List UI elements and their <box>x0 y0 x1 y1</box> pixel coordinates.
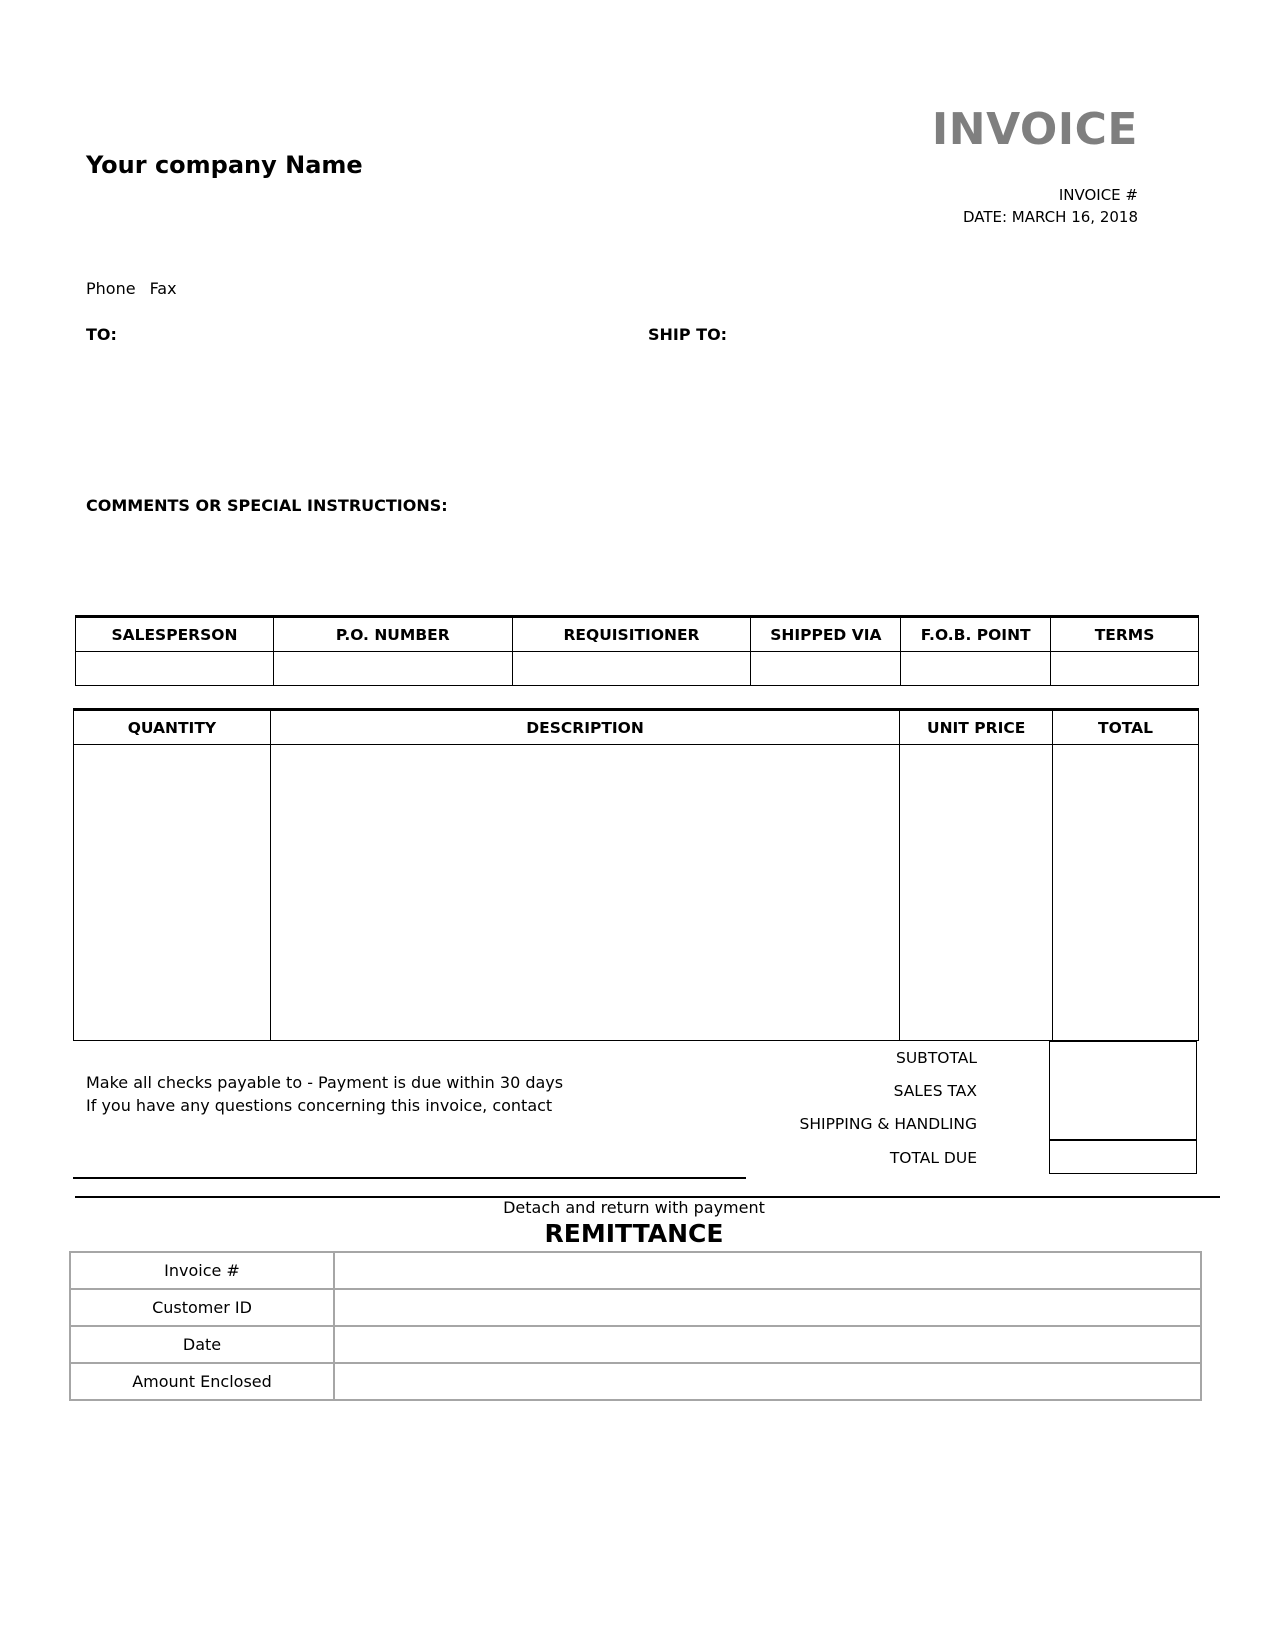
remittance-row <box>70 1289 1201 1326</box>
remittance-label: Amount Enclosed <box>70 1363 334 1400</box>
requisitioner-cell[interactable] <box>512 652 751 686</box>
unit-price-cell[interactable] <box>900 745 1053 1041</box>
summary-values-box[interactable] <box>1049 1041 1197 1141</box>
invoice-date: DATE: MARCH 16, 2018 <box>962 208 1138 226</box>
company-name: Your company Name <box>86 151 363 179</box>
comments-label: COMMENTS OR SPECIAL INSTRUCTIONS: <box>86 496 448 515</box>
signature-line <box>73 1177 746 1179</box>
invoice-title: INVOICE <box>931 104 1138 155</box>
po-number-cell[interactable] <box>273 652 512 686</box>
subtotal-label: SUBTOTAL <box>896 1049 977 1067</box>
total-due-label: TOTAL DUE <box>889 1149 977 1167</box>
order-info-header-row <box>76 617 1199 652</box>
items-header-row <box>74 710 1199 745</box>
sales-tax-label: SALES TAX <box>893 1082 977 1100</box>
invoice-number-label: INVOICE # <box>1058 186 1138 204</box>
items-table <box>73 708 1199 1041</box>
remittance-value[interactable] <box>334 1289 1201 1326</box>
payment-note: Make all checks payable to - Payment is due within 30 days <box>86 1073 564 1092</box>
shipped-via-cell[interactable] <box>751 652 901 686</box>
fax-label: Fax <box>149 279 177 298</box>
ship-to-label: SHIP TO: <box>648 325 728 344</box>
remittance-label: Date <box>70 1326 334 1363</box>
remittance-value[interactable] <box>334 1326 1201 1363</box>
total-cell[interactable] <box>1053 745 1199 1041</box>
remittance-value[interactable] <box>334 1363 1201 1400</box>
phone-label: Phone <box>86 279 136 298</box>
column-header: TOTAL <box>1053 710 1199 745</box>
items-body-row <box>74 745 1199 1041</box>
remittance-row <box>70 1363 1201 1400</box>
salesperson-cell[interactable] <box>76 652 274 686</box>
column-header: DESCRIPTION <box>270 710 899 745</box>
column-header: TERMS <box>1051 617 1199 652</box>
remittance-label: Invoice # <box>70 1252 334 1289</box>
description-cell[interactable] <box>270 745 899 1041</box>
column-header: F.O.B. POINT <box>901 617 1051 652</box>
quantity-cell[interactable] <box>74 745 271 1041</box>
order-info-table <box>75 615 1199 686</box>
remittance-table <box>69 1251 1202 1401</box>
fob-point-cell[interactable] <box>901 652 1051 686</box>
remittance-label: Customer ID <box>70 1289 334 1326</box>
column-header: SALESPERSON <box>76 617 274 652</box>
questions-note: If you have any questions concerning this invoice, contact <box>86 1096 553 1115</box>
column-header: REQUISITIONER <box>512 617 751 652</box>
column-header: SHIPPED VIA <box>751 617 901 652</box>
column-header: P.O. NUMBER <box>273 617 512 652</box>
remittance-title: REMITTANCE <box>544 1219 724 1248</box>
column-header: UNIT PRICE <box>900 710 1053 745</box>
to-label: TO: <box>86 325 117 344</box>
contact-row <box>86 279 191 298</box>
remittance-row <box>70 1326 1201 1363</box>
terms-cell[interactable] <box>1051 652 1199 686</box>
total-due-box[interactable] <box>1049 1139 1197 1174</box>
remittance-row <box>70 1252 1201 1289</box>
order-info-row <box>76 652 1199 686</box>
remittance-value[interactable] <box>334 1252 1201 1289</box>
detach-text: Detach and return with payment <box>503 1198 765 1217</box>
column-header: QUANTITY <box>74 710 271 745</box>
shipping-label: SHIPPING & HANDLING <box>799 1115 977 1133</box>
